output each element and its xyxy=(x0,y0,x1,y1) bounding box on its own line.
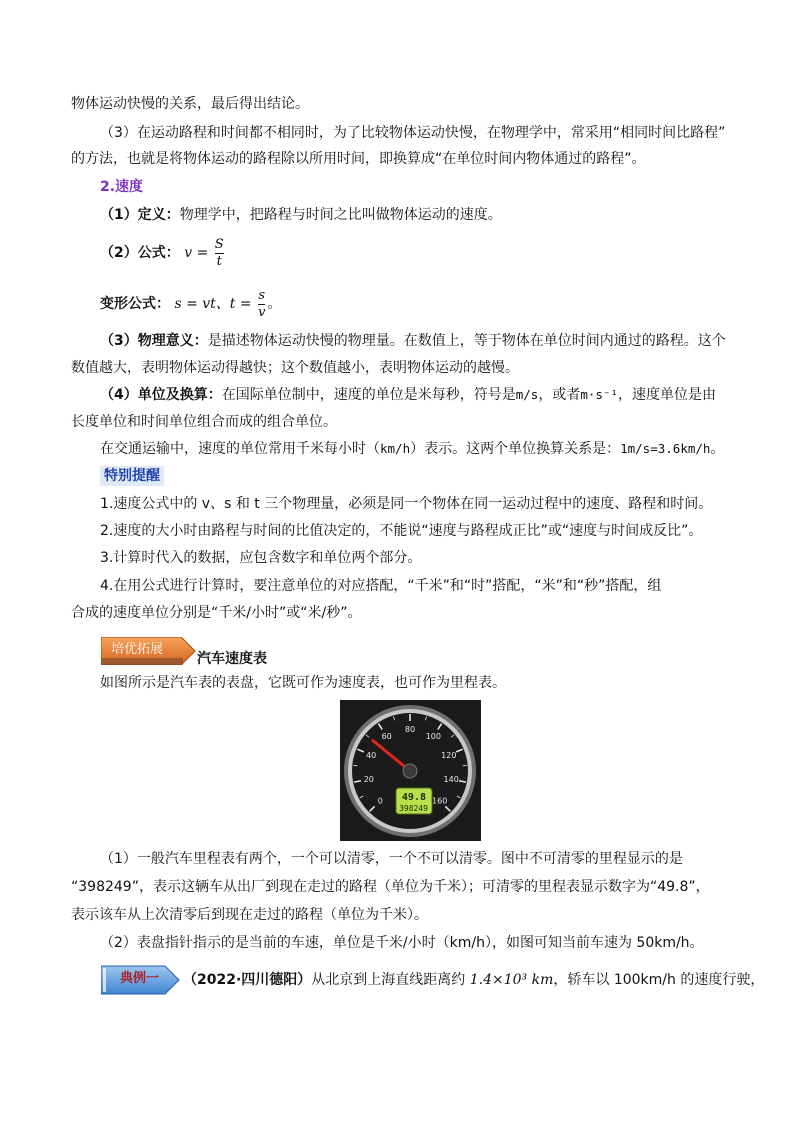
definition-label: （1）定义： xyxy=(100,207,180,223)
extension-title: 汽车速度表 xyxy=(197,651,267,667)
deform-end: 。 xyxy=(267,296,282,312)
gauge-tick-label: 0 xyxy=(377,796,383,806)
unit-text: ，速度单位是由 xyxy=(617,387,716,403)
text-line: 长度单位和时间单位组合而成的组合单位。 xyxy=(71,414,337,430)
text-line: 如图所示是汽车表的表盘，它既可作为速度表，也可作为里程表。 xyxy=(100,675,506,691)
note-item: 1.速度公式中的 v、s 和 t 三个物理量，必须是同一个物体在同一运动过程中的速度、路程和时间。 xyxy=(100,496,713,512)
text-line: 物体运动快慢的关系，最后得出结论。 xyxy=(71,96,309,112)
fraction-denominator: v xyxy=(258,304,266,320)
traffic-text: ）表示。这两个单位换算关系是： xyxy=(410,441,621,457)
unit-label: （4）单位及换算： xyxy=(100,387,222,403)
note-item: 4.在用公式进行计算时，要注意单位的对应搭配，“千米”和“时”搭配，“米”和“秒”搭配，组 xyxy=(100,578,662,594)
meaning-label: （3）物理意义： xyxy=(100,333,208,349)
deform-formula-line xyxy=(100,287,281,321)
note-item: 合成的速度单位分别是“千米/小时”或“米/秒”。 xyxy=(71,605,362,621)
note-item: 2.速度的大小时由路程与时间的比值决定的，不能说“速度与路程成正比”或“速度与时间成反比”。 xyxy=(100,523,703,539)
gauge-tick-label: 60 xyxy=(381,732,392,742)
gauge-tick-label: 120 xyxy=(441,750,457,760)
deform-fraction xyxy=(258,288,265,321)
deform-formula: s = vt、t = xyxy=(174,296,252,312)
formula-equals: = xyxy=(196,245,213,261)
example-tag-label: 典例一 xyxy=(120,971,160,986)
note-item: 3.计算时代入的数据，应包含数字和单位两个部分。 xyxy=(100,550,422,566)
extension-tag-label: 培优拓展 xyxy=(111,642,164,657)
text-line: 表示该车从上次清零后到现在走过的路程（单位为千米）。 xyxy=(71,907,428,923)
traffic-text: 。 xyxy=(710,441,725,457)
unit-symbol-alt: m·s⁻¹ xyxy=(580,387,618,402)
text-line: （3）在运动路程和时间都不相同时，为了比较物体运动快慢，在物理学中，常采用“相同时间比路程” xyxy=(100,125,726,141)
example-text: ，轿车以 100km/h 的速度行驶， xyxy=(553,972,765,988)
unit-text: 在国际单位制中，速度的单位是米每秒，符号是 xyxy=(221,387,516,403)
example-distance: 1.4×10³ km xyxy=(469,972,554,988)
text-line: 的方法，也就是将物体运动的路程除以所用时间，即换算成“在单位时间内物体通过的路程”。 xyxy=(71,151,646,167)
meaning-line xyxy=(100,331,726,351)
example-line xyxy=(183,970,764,990)
text-line: （1）一般汽车里程表有两个，一个可以清零，一个不可以清零。图中不可清零的里程显示的是 xyxy=(100,851,683,867)
deform-label: 变形公式： xyxy=(100,296,170,312)
text-line: 数值越大，表明物体运动得越快；这个数值越小，表明物体运动的越慢。 xyxy=(71,360,519,376)
fraction-numerator: s xyxy=(258,287,266,303)
definition-text: 物理学中，把路程与时间之比叫做物体运动的速度。 xyxy=(179,207,502,223)
unit-line xyxy=(100,385,716,405)
speedometer-image xyxy=(340,700,481,841)
formula-label: （2）公式： xyxy=(100,245,180,261)
fraction-denominator: t xyxy=(216,253,222,269)
example-text: 从北京到上海直线距离约 xyxy=(311,972,470,988)
unit-conversion: 1m/s=3.6km/h xyxy=(620,441,711,456)
unit-text: ，或者 xyxy=(538,387,581,403)
unit-symbol: m/s xyxy=(515,387,539,402)
text-line: （2）表盘指针指示的是当前的车速，单位是千米/小时（km/h），如图可知当前车速为 50km/h。 xyxy=(100,935,704,951)
traffic-unit: km/h xyxy=(380,441,411,456)
gauge-tick-label: 140 xyxy=(443,775,459,785)
odometer-reading: 398249 xyxy=(399,804,428,813)
meaning-text: 是描述物体运动快慢的物理量。在数值上，等于物体在单位时间内通过的路程。这个 xyxy=(207,333,726,349)
example-source: （2022·四川德阳） xyxy=(183,972,312,988)
formula-fraction xyxy=(215,237,224,270)
traffic-text: 在交通运输中，速度的单位常用千米每小时（ xyxy=(100,441,380,457)
gauge-tick-label: 160 xyxy=(432,796,448,806)
traffic-line xyxy=(100,439,724,459)
gauge-tick-label: 20 xyxy=(363,775,374,785)
definition-line xyxy=(100,205,502,225)
trip-reading: 49.8 xyxy=(401,792,426,803)
gauge-tick-label: 100 xyxy=(425,732,441,742)
section-heading: 2.速度 xyxy=(100,179,144,195)
gauge-tick-label: 80 xyxy=(404,725,416,734)
fraction-numerator: S xyxy=(214,236,224,252)
text-line: “398249”，表示这辆车从出厂到现在走过的路程（单位为千米）；可清零的里程表显示数字为“49.8”， xyxy=(71,879,710,895)
formula-line xyxy=(100,236,226,270)
formula-lhs: v xyxy=(184,245,193,261)
gauge-tick-label: 40 xyxy=(366,750,377,760)
special-note-badge: 特别提醒 xyxy=(100,466,164,486)
